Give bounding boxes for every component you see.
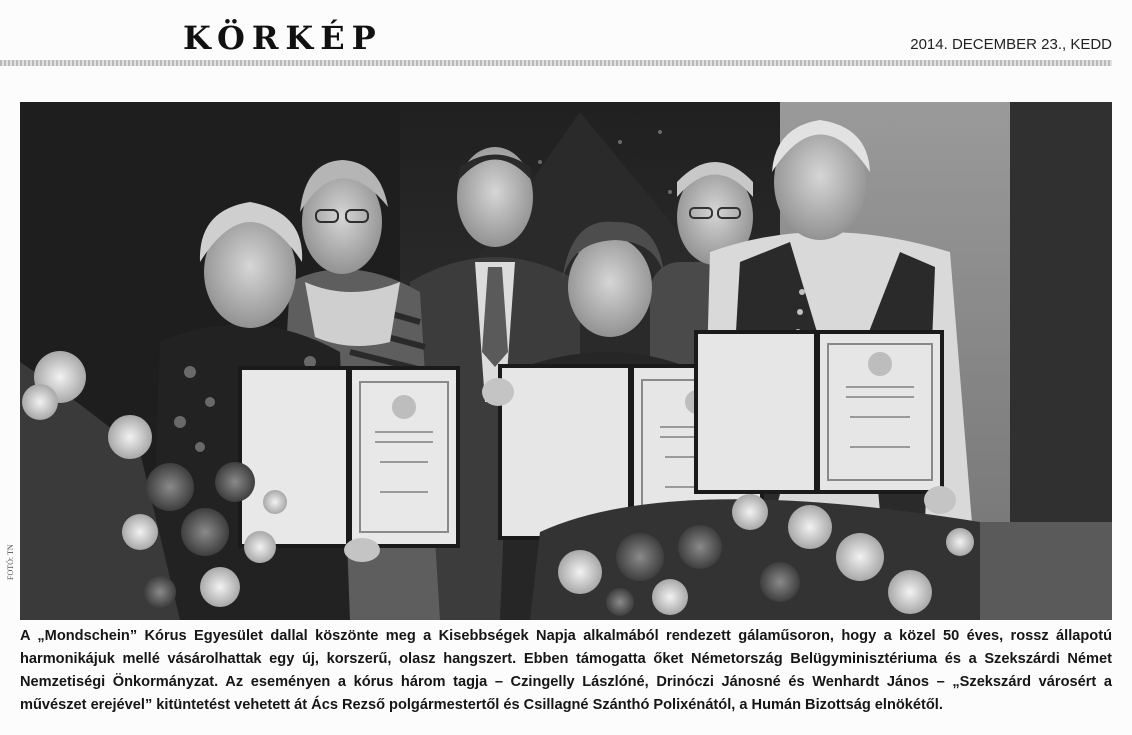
diploma-right [694, 330, 944, 494]
header-rule [0, 60, 1112, 66]
photo-credit: FOTÓ: TN [6, 544, 15, 580]
issue-date: 2014. DECEMBER 23., KEDD [910, 36, 1112, 53]
photo-caption: A „Mondschein” Kórus Egyesület dallal köszönte meg a Kisebbségek Napja alkalmából rendezett gálaműsoron, hogy a közel 50 éves, rossz állapotú harmonikájuk mellé vásárolhattak egy új, korszerű, olasz hangszert. Ebben támogatta őket Németország Belügyminisztériuma és a Szekszárdi Német Nemzetiségi Önkormányzat. Az eseményen a kórus három tagja – Czingelly Lászlóné, Drinóczi Jánosné és Wenhardt János – „Szekszárd városért a művészet erejével” kitüntetést vehetett át Ács Rezső polgármestertől és Csillagné Szánthó Polixénától, a Humán Bizottság elnökétől. [20, 628, 1112, 713]
section-title: KÖRKÉP [183, 19, 383, 57]
bouquet-right [530, 494, 980, 620]
award-photo [20, 102, 1112, 620]
diploma-left [238, 366, 460, 548]
